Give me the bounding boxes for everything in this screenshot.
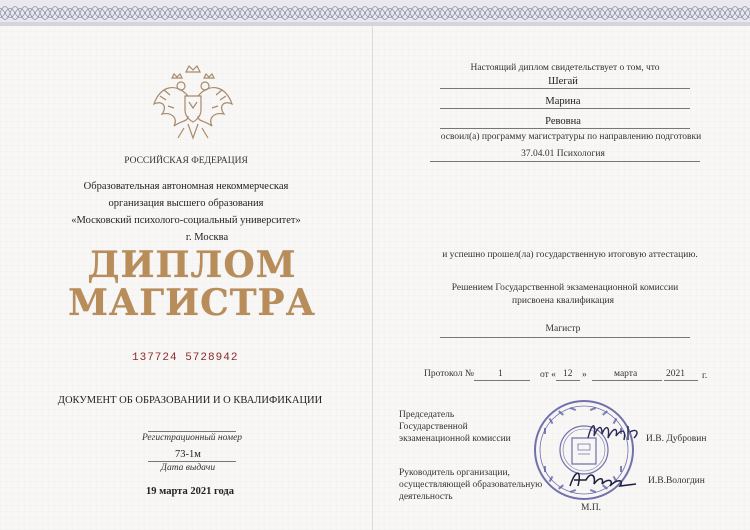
holder-surname: Шегай xyxy=(548,76,578,87)
issue-date-label: Дата выдачи xyxy=(160,463,216,473)
chair-label-line-1: Председатель xyxy=(399,410,455,420)
head-label-line-1: Руководитель организации, xyxy=(399,468,510,478)
protocol-day: 12 xyxy=(563,369,573,379)
seal-place-label: М.П. xyxy=(581,503,602,513)
serial-number: 137724 5728942 xyxy=(132,352,239,364)
protocol-year: 2021 xyxy=(666,369,685,379)
registration-number: 73-1м xyxy=(175,449,201,460)
program-name: 37.04.01 Психология xyxy=(521,149,605,159)
head-label-line-2: осуществляющей образовательную xyxy=(399,480,543,490)
chair-signature-icon xyxy=(584,418,646,446)
holder-patronymic: Ревовна xyxy=(545,116,581,127)
qualification-line xyxy=(440,337,690,338)
program-line xyxy=(430,161,700,162)
reg-label-line xyxy=(148,431,236,432)
intro-text: Настоящий диплом свидетельствует о том, что xyxy=(470,63,660,73)
coat-of-arms-icon xyxy=(148,62,238,152)
reg-number-line xyxy=(148,461,236,462)
chair-label-line-2: Государственной xyxy=(399,422,468,432)
head-label-line-3: деятельность xyxy=(399,492,453,502)
protocol-number: 1 xyxy=(498,369,503,379)
protocol-month: марта xyxy=(614,369,638,379)
chair-label-line-3: экзаменационной комиссии xyxy=(399,434,511,444)
diploma-title-line-2: МАГИСТРА xyxy=(68,282,316,324)
diploma-title-line-1: ДИПЛОМ xyxy=(87,244,297,286)
guilloche-border xyxy=(0,0,750,26)
protocol-from-label: от « xyxy=(540,370,556,380)
program-text: освоил(а) программу магистратуры по направлению подготовки xyxy=(440,132,702,142)
holder-name: Марина xyxy=(545,96,581,107)
attestation-text: и успешно прошел(ла) государственную итоговую аттестацию. xyxy=(442,250,698,260)
protocol-number-line xyxy=(474,380,530,381)
head-name: И.В.Вологдин xyxy=(648,476,705,486)
chair-name: И.В. Дубровин xyxy=(646,434,707,444)
issue-date: 19 марта 2021 года xyxy=(146,486,234,497)
head-signature-icon xyxy=(566,466,640,492)
qualification: Магистр xyxy=(545,324,581,334)
protocol-label: Протокол № xyxy=(424,369,474,379)
org-line-3: «Московский психолого-социальный университет» xyxy=(71,215,301,226)
country-name: РОССИЙСКАЯ ФЕДЕРАЦИЯ xyxy=(124,156,248,166)
document-type: ДОКУМЕНТ ОБ ОБРАЗОВАНИИ И О КВАЛИФИКАЦИИ xyxy=(57,395,323,406)
patronymic-line xyxy=(440,128,690,129)
surname-line xyxy=(440,88,690,89)
decision-line-2: присвоена квалификация xyxy=(512,296,614,306)
protocol-year-line xyxy=(664,380,698,381)
registration-label: Регистрационный номер xyxy=(141,433,243,443)
org-line-1: Образовательная автономная некоммерческая xyxy=(83,181,289,192)
decision-line-1: Решением Государственной экзаменационной комиссии xyxy=(451,283,679,293)
name-line xyxy=(440,108,690,109)
protocol-year-suffix: г. xyxy=(702,371,708,381)
city: г. Москва xyxy=(185,232,229,243)
protocol-day-line xyxy=(556,380,580,381)
protocol-quote-close: » xyxy=(582,370,587,380)
page-fold xyxy=(372,26,373,530)
org-line-2: организация высшего образования xyxy=(108,198,264,209)
protocol-month-line xyxy=(592,380,662,381)
